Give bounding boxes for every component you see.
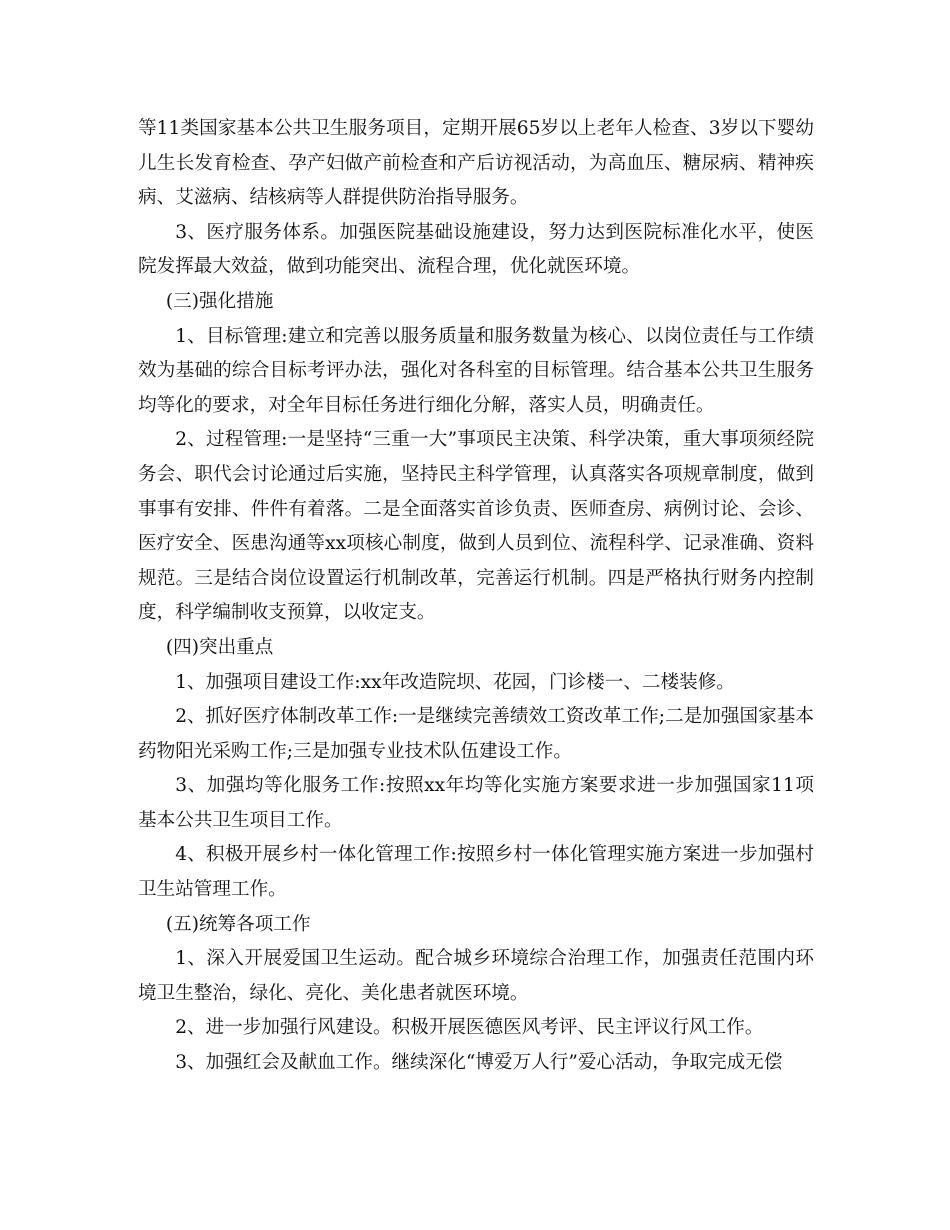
paragraph: 4、积极开展乡村一体化管理工作:按照乡村一体化管理实施方案进一步加强村卫生站管理工作。	[138, 844, 814, 901]
paragraph: 2、抓好医疗体制改革工作:一是继续完善绩效工资改革工作;二是加强国家基本药物阳光采购工作;三是加强专业技术队伍建设工作。	[138, 706, 814, 762]
paragraph: 1、目标管理:建立和完善以服务质量和服务数量为核心、以岗位责任与工作绩效为基础的综合目标考评办法，强化对各科室的目标管理。结合基本公共卫生服务均等化的要求，对全年目标任务进行细化分解，落实人员，明确责任。	[138, 325, 814, 416]
paragraph: 2、过程管理:一是坚持“三重一大”事项民主决策、科学决策，重大事项须经院务会、职代会讨论通过后实施，坚持民主科学管理，认真落实各项规章制度，做到事事有安排、件件有着落。二是全面落实首诊负责、医师查房、病例讨论、会诊、医疗安全、医患沟通等xx项核心制度，做到人员到位、流程科学、记录准确、资料规范。三是结合岗位设置运行机制改革，完善运行机制。四是严格执行财务内控制度，科学编制收支预算，以收定支。	[138, 429, 814, 624]
section-heading: (五)统筹各项工作	[165, 913, 311, 935]
document-body	[138, 112, 814, 1081]
paragraph-continuation: 等11类国家基本公共卫生服务项目，定期开展65岁以上老年人检查、3岁以下婴幼儿生长发育检查、孕产妇做产前检查和产后访视活动，为高血压、糖尿病、精神疾病、艾滋病、结核病等人群提供防治指导服务。	[138, 118, 814, 209]
section-heading: (三)强化措施	[165, 290, 274, 312]
paragraph: 3、医疗服务体系。加强医院基础设施建设，努力达到医院标准化水平，使医院发挥最大效益，做到功能突出、流程合理，优化就医环境。	[138, 221, 814, 278]
section-heading: (四)突出重点	[165, 636, 274, 658]
paragraph: 2、进一步加强行风建设。积极开展医德医风考评、民主评议行风工作。	[175, 1017, 764, 1039]
paragraph: 3、加强均等化服务工作:按照xx年均等化实施方案要求进一步加强国家11项基本公共卫生项目工作。	[138, 775, 814, 831]
paragraph: 3、加强红会及献血工作。继续深化“博爱万人行”爱心活动，争取完成无偿	[175, 1052, 783, 1074]
paragraph: 1、加强项目建设工作:xx年改造院坝、花园，门诊楼一、二楼装修。	[175, 671, 735, 693]
paragraph: 1、深入开展爱国卫生运动。配合城乡环境综合治理工作，加强责任范围内环境卫生整治，绿化、亮化、美化患者就医环境。	[138, 948, 814, 1004]
